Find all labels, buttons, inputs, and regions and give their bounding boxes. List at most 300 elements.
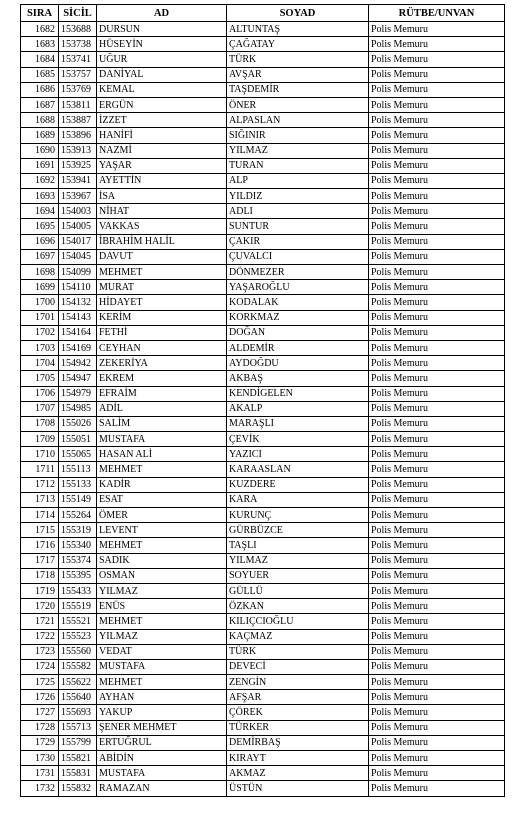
cell-sira: 1700 (21, 295, 59, 310)
table-row (21, 416, 505, 431)
cell-ad: MEHMET (97, 462, 227, 477)
header-sira: SIRA (21, 5, 59, 22)
cell-soyad: SOYUER (227, 568, 369, 583)
cell-sicil: 154099 (59, 265, 97, 280)
cell-sira: 1712 (21, 477, 59, 492)
cell-sicil: 155319 (59, 523, 97, 538)
table-row (21, 143, 505, 158)
cell-ad: FETHİ (97, 325, 227, 340)
cell-rutbe: Polis Memuru (369, 523, 505, 538)
cell-soyad: AKMAZ (227, 766, 369, 781)
cell-soyad: AKALP (227, 401, 369, 416)
cell-sira: 1689 (21, 128, 59, 143)
cell-sicil: 155523 (59, 629, 97, 644)
cell-soyad: KAÇMAZ (227, 629, 369, 644)
table-row (21, 249, 505, 264)
table-row (21, 22, 505, 37)
cell-ad: MURAT (97, 280, 227, 295)
cell-sira: 1714 (21, 508, 59, 523)
cell-rutbe: Polis Memuru (369, 781, 505, 796)
cell-rutbe: Polis Memuru (369, 568, 505, 583)
cell-soyad: ADLI (227, 204, 369, 219)
cell-ad: NAZMİ (97, 143, 227, 158)
table-row (21, 219, 505, 234)
cell-sicil: 155832 (59, 781, 97, 796)
cell-sicil: 155519 (59, 599, 97, 614)
table-row (21, 690, 505, 705)
cell-sira: 1688 (21, 113, 59, 128)
cell-soyad: AYDOĞDU (227, 356, 369, 371)
cell-rutbe: Polis Memuru (369, 644, 505, 659)
cell-rutbe: Polis Memuru (369, 189, 505, 204)
cell-sicil: 155713 (59, 720, 97, 735)
header-ad: AD (97, 5, 227, 22)
cell-sicil: 155622 (59, 675, 97, 690)
cell-sira: 1702 (21, 325, 59, 340)
table-row (21, 401, 505, 416)
table-row (21, 310, 505, 325)
cell-sira: 1685 (21, 67, 59, 82)
cell-rutbe: Polis Memuru (369, 477, 505, 492)
cell-ad: ŞENER MEHMET (97, 720, 227, 735)
cell-soyad: ALPASLAN (227, 113, 369, 128)
cell-sira: 1696 (21, 234, 59, 249)
cell-sicil: 154005 (59, 219, 97, 234)
cell-soyad: MARAŞLI (227, 416, 369, 431)
table-row (21, 67, 505, 82)
cell-sicil: 153741 (59, 52, 97, 67)
cell-rutbe: Polis Memuru (369, 67, 505, 82)
cell-ad: İZZET (97, 113, 227, 128)
cell-sicil: 154045 (59, 249, 97, 264)
cell-sira: 1703 (21, 340, 59, 355)
cell-sira: 1717 (21, 553, 59, 568)
cell-sicil: 155133 (59, 477, 97, 492)
cell-rutbe: Polis Memuru (369, 401, 505, 416)
cell-soyad: ALP (227, 173, 369, 188)
cell-rutbe: Polis Memuru (369, 583, 505, 598)
cell-ad: NİHAT (97, 204, 227, 219)
cell-sicil: 155582 (59, 659, 97, 674)
cell-rutbe: Polis Memuru (369, 432, 505, 447)
cell-sicil: 153941 (59, 173, 97, 188)
cell-ad: KERİM (97, 310, 227, 325)
cell-sira: 1698 (21, 265, 59, 280)
table-row (21, 158, 505, 173)
cell-sicil: 153811 (59, 97, 97, 112)
cell-rutbe: Polis Memuru (369, 310, 505, 325)
cell-sicil: 154164 (59, 325, 97, 340)
cell-rutbe: Polis Memuru (369, 22, 505, 37)
cell-rutbe: Polis Memuru (369, 97, 505, 112)
table-row (21, 204, 505, 219)
table-row (21, 113, 505, 128)
table-row (21, 386, 505, 401)
cell-rutbe: Polis Memuru (369, 143, 505, 158)
cell-sira: 1724 (21, 659, 59, 674)
cell-ad: KADİR (97, 477, 227, 492)
cell-sicil: 155433 (59, 583, 97, 598)
cell-soyad: DEVECİ (227, 659, 369, 674)
cell-ad: ABİDİN (97, 751, 227, 766)
cell-sicil: 154143 (59, 310, 97, 325)
cell-rutbe: Polis Memuru (369, 128, 505, 143)
cell-soyad: ÖZKAN (227, 599, 369, 614)
table-row (21, 766, 505, 781)
cell-rutbe: Polis Memuru (369, 265, 505, 280)
cell-soyad: GÜRBÜZCE (227, 523, 369, 538)
cell-sira: 1683 (21, 37, 59, 52)
cell-soyad: KURUNÇ (227, 508, 369, 523)
cell-soyad: SIĞINIR (227, 128, 369, 143)
cell-soyad: YAŞAROĞLU (227, 280, 369, 295)
cell-ad: KEMAL (97, 82, 227, 97)
table-row (21, 295, 505, 310)
cell-ad: ERTUĞRUL (97, 735, 227, 750)
cell-ad: HANİFİ (97, 128, 227, 143)
cell-rutbe: Polis Memuru (369, 340, 505, 355)
cell-sicil: 155051 (59, 432, 97, 447)
cell-ad: ADİL (97, 401, 227, 416)
cell-sicil: 154942 (59, 356, 97, 371)
cell-rutbe: Polis Memuru (369, 553, 505, 568)
cell-ad: YAKUP (97, 705, 227, 720)
cell-ad: YILMAZ (97, 583, 227, 598)
table-row (21, 705, 505, 720)
cell-soyad: KIRAYT (227, 751, 369, 766)
cell-ad: ÖMER (97, 508, 227, 523)
cell-soyad: AVŞAR (227, 67, 369, 82)
cell-soyad: KUZDERE (227, 477, 369, 492)
cell-ad: EFRAİM (97, 386, 227, 401)
cell-ad: DURSUN (97, 22, 227, 37)
table-row (21, 735, 505, 750)
cell-sicil: 155065 (59, 447, 97, 462)
cell-sira: 1726 (21, 690, 59, 705)
cell-soyad: KILIÇCIOĞLU (227, 614, 369, 629)
cell-rutbe: Polis Memuru (369, 158, 505, 173)
cell-sira: 1699 (21, 280, 59, 295)
cell-sira: 1701 (21, 310, 59, 325)
cell-ad: DAVUT (97, 249, 227, 264)
cell-sicil: 155831 (59, 766, 97, 781)
cell-sira: 1711 (21, 462, 59, 477)
header-sicil: SİCİL (59, 5, 97, 22)
cell-sicil: 154110 (59, 280, 97, 295)
cell-sicil: 153738 (59, 37, 97, 52)
cell-sicil: 153887 (59, 113, 97, 128)
cell-sira: 1722 (21, 629, 59, 644)
cell-rutbe: Polis Memuru (369, 659, 505, 674)
cell-sicil: 153769 (59, 82, 97, 97)
table-row (21, 629, 505, 644)
table-row (21, 52, 505, 67)
cell-sira: 1716 (21, 538, 59, 553)
header-row (21, 5, 505, 22)
cell-ad: RAMAZAN (97, 781, 227, 796)
cell-sicil: 155113 (59, 462, 97, 477)
cell-soyad: ÜSTÜN (227, 781, 369, 796)
cell-rutbe: Polis Memuru (369, 219, 505, 234)
cell-sira: 1721 (21, 614, 59, 629)
cell-ad: İSA (97, 189, 227, 204)
cell-sira: 1682 (21, 22, 59, 37)
cell-rutbe: Polis Memuru (369, 416, 505, 431)
cell-sira: 1710 (21, 447, 59, 462)
cell-sira: 1684 (21, 52, 59, 67)
table-row (21, 553, 505, 568)
cell-sira: 1725 (21, 675, 59, 690)
table-row (21, 462, 505, 477)
table-row (21, 82, 505, 97)
cell-ad: MEHMET (97, 265, 227, 280)
cell-soyad: ALTUNTAŞ (227, 22, 369, 37)
cell-soyad: DOĞAN (227, 325, 369, 340)
cell-rutbe: Polis Memuru (369, 690, 505, 705)
cell-sicil: 155821 (59, 751, 97, 766)
cell-rutbe: Polis Memuru (369, 766, 505, 781)
cell-sicil: 153913 (59, 143, 97, 158)
cell-rutbe: Polis Memuru (369, 82, 505, 97)
cell-sira: 1720 (21, 599, 59, 614)
cell-sicil: 155340 (59, 538, 97, 553)
cell-sira: 1687 (21, 97, 59, 112)
cell-sicil: 155374 (59, 553, 97, 568)
cell-ad: MEHMET (97, 614, 227, 629)
cell-soyad: ALDEMİR (227, 340, 369, 355)
cell-soyad: TÜRK (227, 644, 369, 659)
cell-ad: HİDAYET (97, 295, 227, 310)
table-row (21, 128, 505, 143)
table-row (21, 173, 505, 188)
cell-soyad: GÜLLÜ (227, 583, 369, 598)
cell-soyad: KARAASLAN (227, 462, 369, 477)
cell-sira: 1708 (21, 416, 59, 431)
cell-ad: ESAT (97, 492, 227, 507)
cell-sicil: 155521 (59, 614, 97, 629)
document-page (20, 4, 505, 797)
table-row (21, 614, 505, 629)
cell-rutbe: Polis Memuru (369, 386, 505, 401)
cell-soyad: YAZICI (227, 447, 369, 462)
cell-soyad: KENDİGELEN (227, 386, 369, 401)
table-row (21, 447, 505, 462)
cell-sira: 1727 (21, 705, 59, 720)
cell-rutbe: Polis Memuru (369, 325, 505, 340)
cell-soyad: YILMAZ (227, 553, 369, 568)
cell-soyad: SUNTUR (227, 219, 369, 234)
cell-sira: 1718 (21, 568, 59, 583)
cell-rutbe: Polis Memuru (369, 356, 505, 371)
cell-sira: 1731 (21, 766, 59, 781)
cell-sicil: 154985 (59, 401, 97, 416)
cell-ad: HASAN ALİ (97, 447, 227, 462)
cell-ad: OSMAN (97, 568, 227, 583)
cell-ad: ZEKERİYA (97, 356, 227, 371)
cell-ad: UĞUR (97, 52, 227, 67)
cell-sira: 1728 (21, 720, 59, 735)
cell-sicil: 154132 (59, 295, 97, 310)
cell-sira: 1706 (21, 386, 59, 401)
table-row (21, 265, 505, 280)
table-row (21, 37, 505, 52)
cell-soyad: KODALAK (227, 295, 369, 310)
cell-soyad: TÜRKER (227, 720, 369, 735)
cell-ad: SADIK (97, 553, 227, 568)
table-row (21, 340, 505, 355)
cell-soyad: AFŞAR (227, 690, 369, 705)
table-row (21, 508, 505, 523)
cell-rutbe: Polis Memuru (369, 538, 505, 553)
cell-sicil: 153925 (59, 158, 97, 173)
cell-sicil: 155560 (59, 644, 97, 659)
cell-rutbe: Polis Memuru (369, 735, 505, 750)
cell-ad: YILMAZ (97, 629, 227, 644)
header-soyad: SOYAD (227, 5, 369, 22)
cell-rutbe: Polis Memuru (369, 295, 505, 310)
cell-rutbe: Polis Memuru (369, 447, 505, 462)
cell-sira: 1713 (21, 492, 59, 507)
cell-rutbe: Polis Memuru (369, 37, 505, 52)
table-row (21, 751, 505, 766)
cell-rutbe: Polis Memuru (369, 629, 505, 644)
cell-ad: HÜSEYİN (97, 37, 227, 52)
cell-sira: 1723 (21, 644, 59, 659)
cell-soyad: KARA (227, 492, 369, 507)
cell-ad: MUSTAFA (97, 659, 227, 674)
cell-sira: 1686 (21, 82, 59, 97)
cell-sicil: 153757 (59, 67, 97, 82)
cell-ad: ERGÜN (97, 97, 227, 112)
cell-ad: AYHAN (97, 690, 227, 705)
cell-soyad: AKBAŞ (227, 371, 369, 386)
cell-sicil: 155149 (59, 492, 97, 507)
cell-rutbe: Polis Memuru (369, 675, 505, 690)
cell-sira: 1692 (21, 173, 59, 188)
cell-soyad: ÖNER (227, 97, 369, 112)
cell-rutbe: Polis Memuru (369, 280, 505, 295)
cell-sira: 1704 (21, 356, 59, 371)
table-row (21, 325, 505, 340)
cell-ad: YAŞAR (97, 158, 227, 173)
cell-rutbe: Polis Memuru (369, 751, 505, 766)
cell-ad: DANİYAL (97, 67, 227, 82)
cell-ad: CEYHAN (97, 340, 227, 355)
cell-rutbe: Polis Memuru (369, 705, 505, 720)
table-row (21, 644, 505, 659)
table-row (21, 234, 505, 249)
cell-soyad: YILMAZ (227, 143, 369, 158)
cell-soyad: ÇÖREK (227, 705, 369, 720)
cell-sicil: 154169 (59, 340, 97, 355)
cell-sicil: 155640 (59, 690, 97, 705)
cell-ad: EKREM (97, 371, 227, 386)
cell-soyad: TAŞDEMİR (227, 82, 369, 97)
cell-ad: MUSTAFA (97, 766, 227, 781)
cell-soyad: DEMİRBAŞ (227, 735, 369, 750)
cell-ad: AYETTİN (97, 173, 227, 188)
cell-sicil: 153688 (59, 22, 97, 37)
cell-sicil: 155026 (59, 416, 97, 431)
cell-sira: 1695 (21, 219, 59, 234)
cell-sira: 1694 (21, 204, 59, 219)
cell-sira: 1730 (21, 751, 59, 766)
cell-ad: ENÜS (97, 599, 227, 614)
cell-sicil: 153896 (59, 128, 97, 143)
cell-rutbe: Polis Memuru (369, 234, 505, 249)
cell-sira: 1709 (21, 432, 59, 447)
cell-sicil: 153967 (59, 189, 97, 204)
table-row (21, 492, 505, 507)
cell-sira: 1732 (21, 781, 59, 796)
cell-soyad: TURAN (227, 158, 369, 173)
cell-sira: 1719 (21, 583, 59, 598)
table-row (21, 432, 505, 447)
cell-ad: LEVENT (97, 523, 227, 538)
cell-soyad: KORKMAZ (227, 310, 369, 325)
personnel-table (20, 4, 505, 797)
cell-soyad: TAŞLI (227, 538, 369, 553)
cell-soyad: YILDIZ (227, 189, 369, 204)
cell-rutbe: Polis Memuru (369, 599, 505, 614)
cell-ad: MUSTAFA (97, 432, 227, 447)
cell-ad: MEHMET (97, 538, 227, 553)
cell-rutbe: Polis Memuru (369, 614, 505, 629)
table-row (21, 371, 505, 386)
table-row (21, 97, 505, 112)
cell-ad: İBRAHİM HALİL (97, 234, 227, 249)
cell-sira: 1715 (21, 523, 59, 538)
cell-rutbe: Polis Memuru (369, 204, 505, 219)
cell-sira: 1697 (21, 249, 59, 264)
cell-sicil: 154017 (59, 234, 97, 249)
cell-sicil: 154979 (59, 386, 97, 401)
cell-rutbe: Polis Memuru (369, 508, 505, 523)
cell-sicil: 155395 (59, 568, 97, 583)
cell-rutbe: Polis Memuru (369, 371, 505, 386)
cell-rutbe: Polis Memuru (369, 52, 505, 67)
cell-rutbe: Polis Memuru (369, 249, 505, 264)
cell-rutbe: Polis Memuru (369, 173, 505, 188)
cell-sira: 1705 (21, 371, 59, 386)
cell-sira: 1693 (21, 189, 59, 204)
cell-sicil: 155799 (59, 735, 97, 750)
cell-sicil: 155264 (59, 508, 97, 523)
cell-ad: VEDAT (97, 644, 227, 659)
table-row (21, 189, 505, 204)
table-row (21, 659, 505, 674)
table-row (21, 675, 505, 690)
table-row (21, 720, 505, 735)
table-row (21, 583, 505, 598)
cell-sira: 1691 (21, 158, 59, 173)
cell-sicil: 154003 (59, 204, 97, 219)
table-row (21, 781, 505, 796)
cell-soyad: TÜRK (227, 52, 369, 67)
table-row (21, 599, 505, 614)
cell-sicil: 155693 (59, 705, 97, 720)
cell-ad: MEHMET (97, 675, 227, 690)
cell-sira: 1690 (21, 143, 59, 158)
cell-soyad: ÇUVALCI (227, 249, 369, 264)
cell-rutbe: Polis Memuru (369, 492, 505, 507)
cell-sira: 1707 (21, 401, 59, 416)
cell-soyad: ZENGİN (227, 675, 369, 690)
table-row (21, 568, 505, 583)
cell-rutbe: Polis Memuru (369, 720, 505, 735)
cell-rutbe: Polis Memuru (369, 462, 505, 477)
table-row (21, 356, 505, 371)
